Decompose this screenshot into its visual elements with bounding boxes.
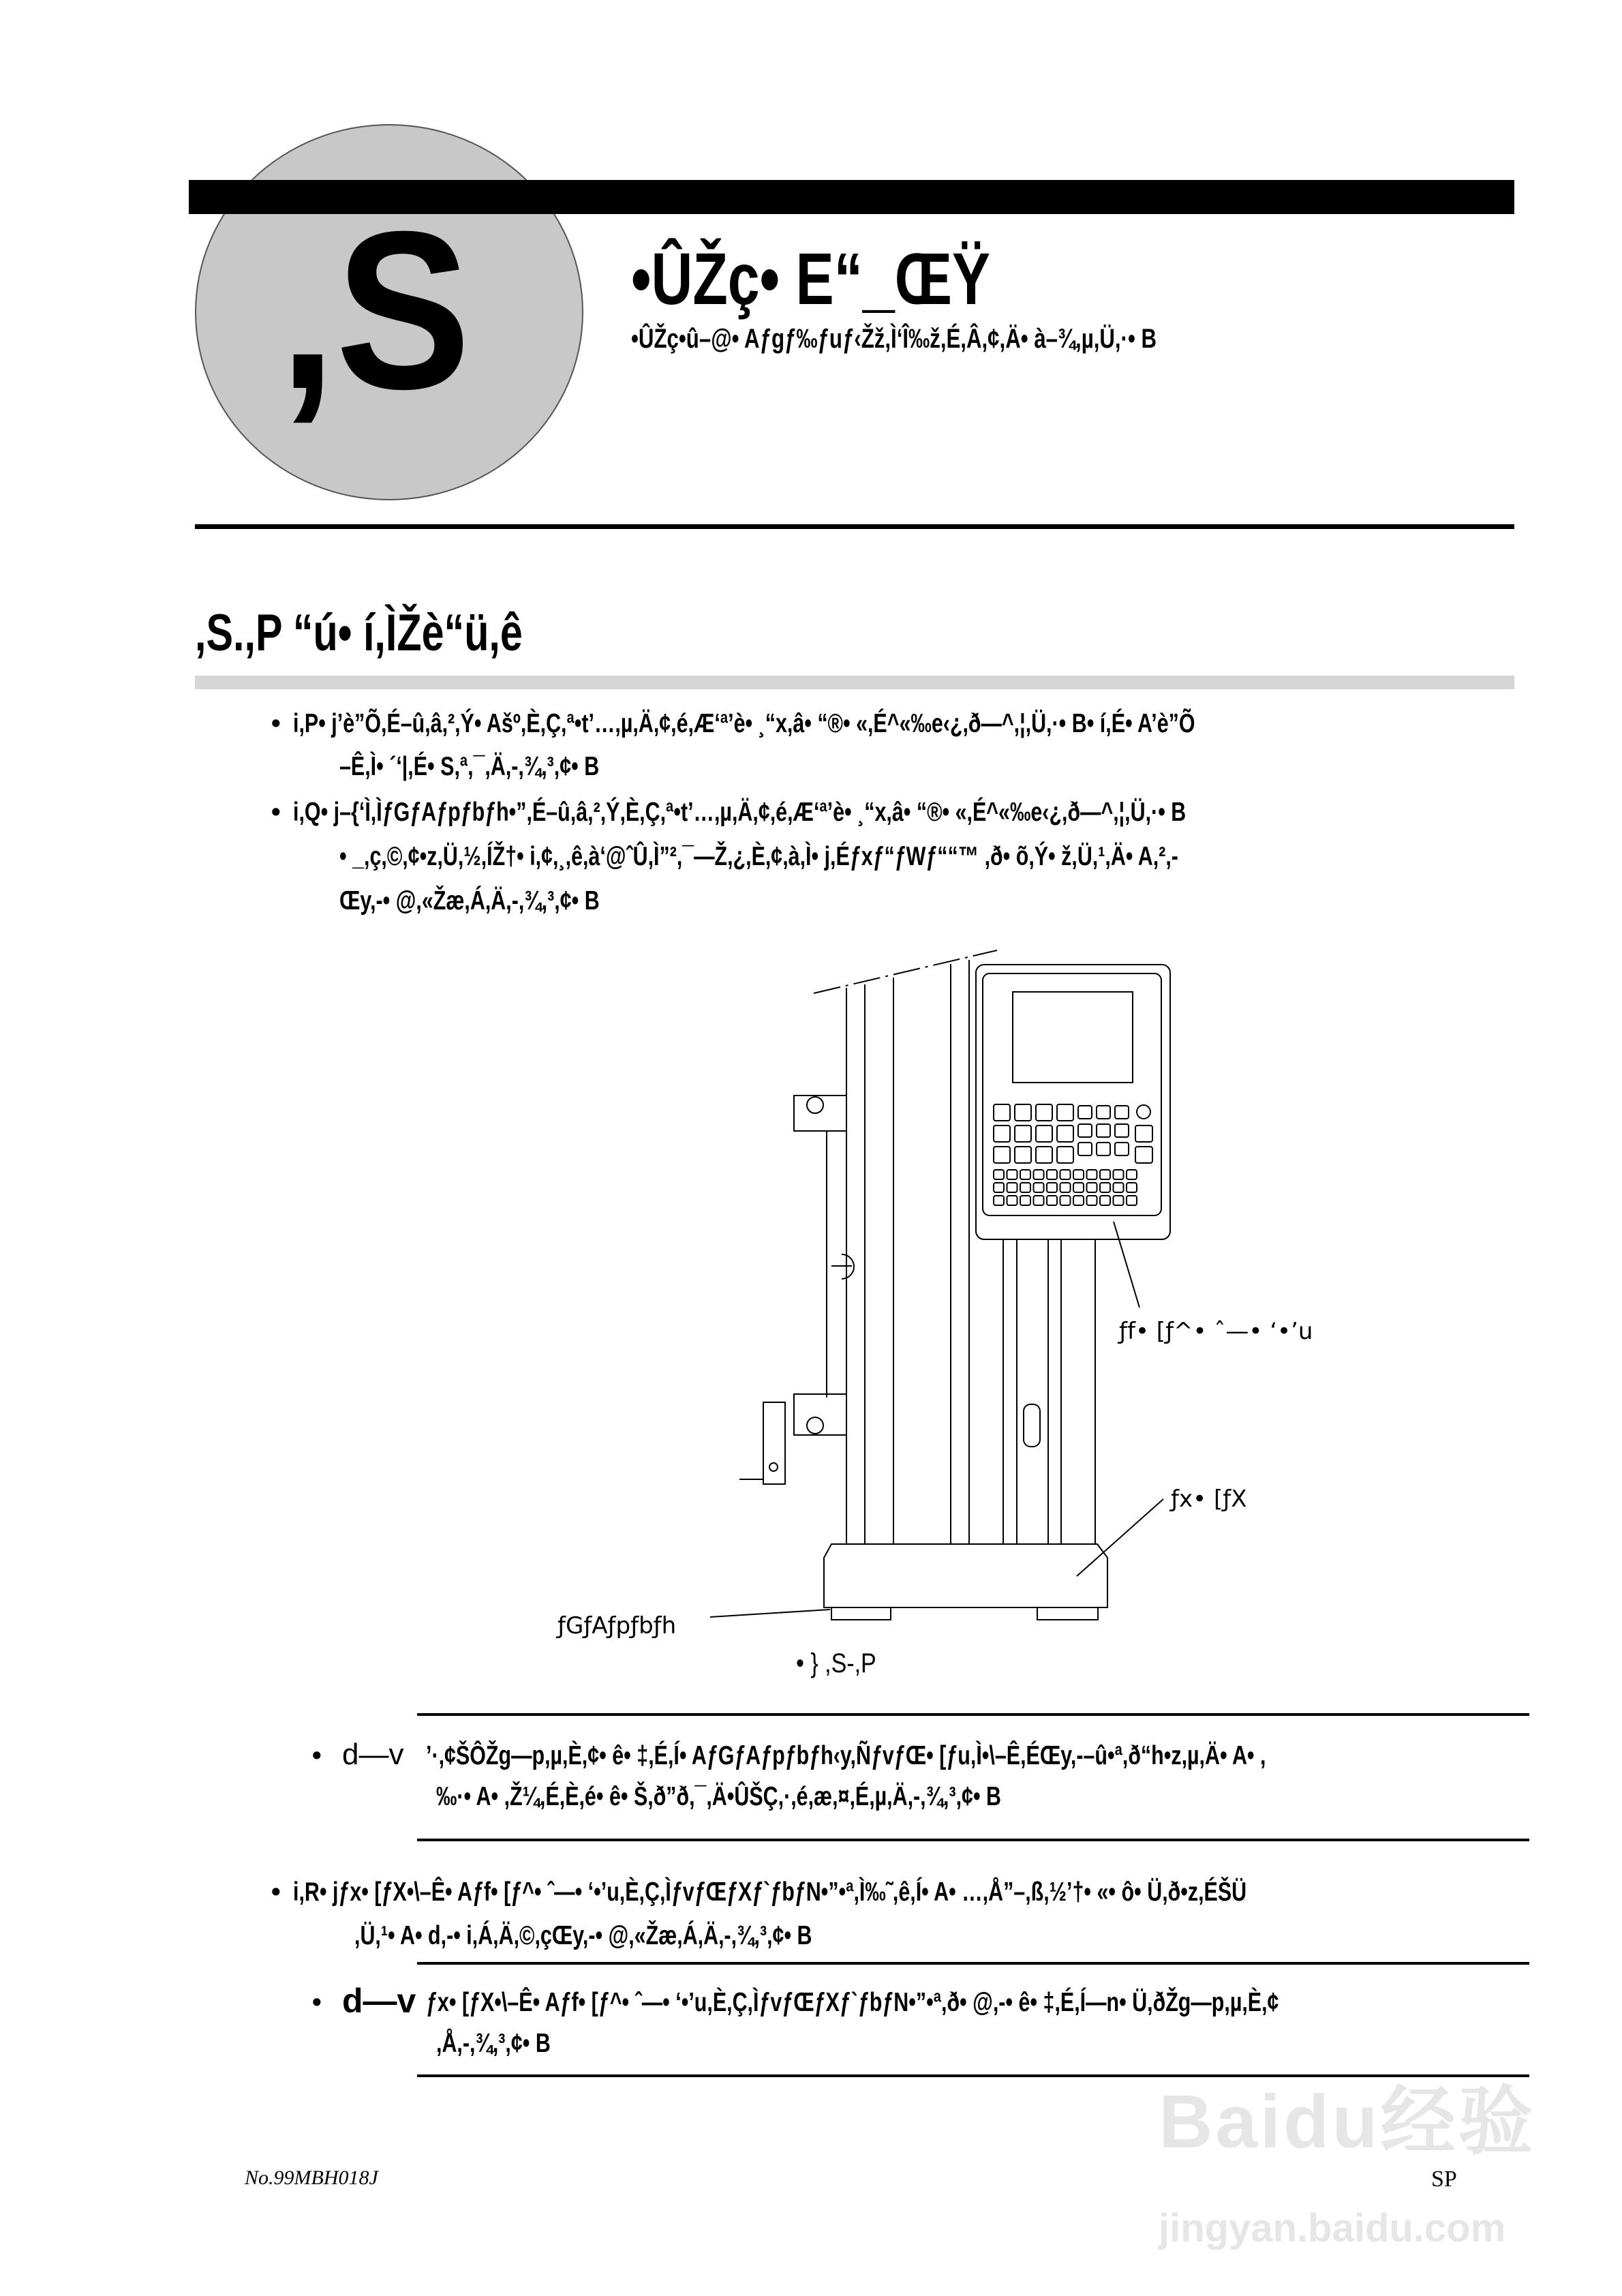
key [1100,1196,1110,1205]
section-underline [195,676,1514,689]
key [1100,1183,1110,1192]
key [1060,1183,1071,1192]
data-processor [976,965,1170,1239]
key [1078,1106,1092,1119]
key [1057,1126,1073,1142]
key [1060,1196,1071,1205]
key [1115,1106,1129,1119]
key [1073,1170,1084,1179]
label-data-processor: ƒf• [ƒ^• ˆ—• ‘•’u [1119,1318,1313,1345]
key [1115,1143,1129,1155]
item-3-line-1: i,R• jƒx• [ƒX•\–Ê• Aƒf• [ƒ^• ˆ—• ‘•’u,È,Ç,ÌƒvƒŒƒXƒ`ƒbƒN•”•ª,Ì‰˜,ê,Í• A• …,Å”–,ß,½’†• «• ô• Ü,ð•z,ÉŠÜ [293,1877,1247,1907]
key [1060,1170,1071,1179]
document-code: No.99MBH018J [245,2166,378,2189]
key [1127,1196,1137,1205]
label-air-pad: ƒGƒAƒpƒbƒh [557,1612,677,1640]
key [1114,1196,1124,1205]
note-2-line-2: ,Å,-,¾,³,¢• B [436,2029,551,2058]
key [1007,1196,1017,1205]
key [1057,1104,1073,1121]
item-1-line-2: –Ê,Ì• ´‘|,É• S,ª,¯,Ä,-,¾,³,¢• B [339,752,600,781]
label-base: ƒx• [ƒX [1171,1485,1247,1513]
key [1078,1124,1092,1137]
key [1135,1126,1152,1142]
key [1007,1183,1017,1192]
bullet: • [271,1877,281,1907]
key [1078,1143,1092,1155]
key [1097,1106,1110,1119]
key [1127,1170,1137,1179]
key [1015,1126,1031,1142]
base [824,1544,1107,1620]
key [1007,1170,1017,1179]
key [1100,1170,1110,1179]
column [846,960,1095,1544]
divider [417,1839,1529,1841]
key [994,1196,1004,1205]
key [994,1170,1004,1179]
bullet: • [271,798,281,827]
key [1087,1183,1097,1192]
watermark-url: jingyan.baidu.com [1159,2206,1506,2250]
key [1034,1183,1044,1192]
item-2-line-1: i,Q• j–{‘Ì,ÌƒGƒAƒpƒbƒh•”,É–û,â,²,Ý,È,Ç,ª•t’…,µ,Ä,¢,é,Æ‘ª’è• ¸“x,â• “®• «,É^«‰e‹¿,ð—^,¦,Ü,·• B [293,798,1187,827]
key [1115,1124,1129,1137]
key [1020,1170,1030,1179]
key [1036,1126,1052,1142]
key [1015,1104,1031,1121]
key [1114,1170,1124,1179]
key [1073,1183,1084,1192]
key [1057,1147,1073,1163]
key [1047,1183,1057,1192]
key [994,1126,1010,1142]
item-3-line-2: ,Ü,¹• A• d,-• i,Á,Ä,©,çŒy,-• @,«Žæ,Á,Ä,-,¾,³,¢• B [354,1921,812,1950]
key [1073,1196,1084,1205]
leader-line [1077,1499,1163,1576]
key [1087,1196,1097,1205]
key [1127,1183,1137,1192]
note-1-line-1: ’·,¢ŠÔŽg—p,µ,È,¢• ê• ‡,É,Í• AƒGƒAƒpƒbƒh‹y,ÑƒvƒŒ• [ƒu,Ì•\–Ê,ÉŒy,-–û•ª,ð“h•z,µ,Ä• A• , [426,1741,1266,1770]
section-heading: ,S.,P “ú• í,ÌŽè“ü,ê [195,604,523,662]
key [1097,1124,1110,1137]
item-1-line-1: i,P• j’è”Õ,É–û,â,²,Ý• Ašº,È,Ç,ª•t’…,µ,Ä,¢,é,Æ‘ª’è• ¸“x,â• “®• «,É^«‰e‹¿,ð—^,¦,Ü,·• B• í,É• A’è”Õ [293,709,1195,738]
key [994,1183,1004,1192]
divider [417,1713,1529,1716]
key [1034,1196,1044,1205]
divider [195,524,1514,529]
figure-caption: • } ,S-,P [796,1648,876,1678]
note-1-line-2: ‰·• A• ,Ž¼,É,È,é• ê• Š,ð”ð,¯,Ä•ÛŠÇ,·,é,æ,¤,É,µ,Ä,-,¾,³,¢• B [436,1782,1002,1811]
note-important-label: d—v [342,1982,416,2020]
bullet: • [271,709,281,738]
divider [417,1962,1529,1965]
bullet: • [312,1988,322,2017]
key [1135,1147,1152,1163]
leader-line [710,1610,830,1617]
chapter-subtitle: •ÛŽç•û–@• Aƒgƒ‰ƒuƒ‹Žž,Ì‘Î‰ž,É,Â,¢,Ä• à–¾,µ,Ü,·• B [631,324,1157,354]
key [1087,1170,1097,1179]
key [1047,1170,1057,1179]
key [1097,1143,1110,1155]
key [1036,1147,1052,1163]
bullet: • [312,1741,322,1770]
chapter-number: ,S [279,184,471,436]
key [1114,1183,1124,1192]
watermark-logo: Baidu经验 [1159,2080,1536,2164]
note-2-line-1: ƒx• [ƒX•\–Ê• Aƒf• [ƒ^• ˆ—• ‘•’u,È,Ç,ÌƒvƒŒƒXƒ`ƒbƒN•”•ª,ð• @,-• ê• ‡,É,Í—n• Ü,ðŽg—p,µ,È,¢ [426,1988,1279,2017]
key [1020,1183,1030,1192]
item-2-line-3: Œy,-• @,«Žæ,Á,Ä,-,¾,³,¢• B [339,886,600,916]
key [994,1104,1010,1121]
leader-line [1114,1222,1139,1308]
key [1015,1147,1031,1163]
key [994,1147,1010,1163]
power-icon [1137,1105,1150,1119]
chapter-title: •ÛŽç• E“_ŒŸ [631,237,991,320]
key [1020,1196,1030,1205]
divider [417,2074,1529,2077]
key [1047,1196,1057,1205]
handle [739,1096,854,1484]
height-gauge-figure [532,941,1349,1691]
key [1036,1104,1052,1121]
key [1034,1170,1044,1179]
item-2-line-2: • _,ç,©,¢•z,Ü,½,ÍŽ†• i,¢,¸,ê,à‘@ˆÛ,Ì”²,¯—Ž,¿,È,¢,à,Ì• j,Éƒxƒ“ƒWƒ““™ ,ð• õ,Ý• ž,Ü,¹,Ä• A,²,- [339,842,1178,871]
page-number: SP [1431,2166,1457,2192]
note-important-label: d—v [342,1738,404,1771]
